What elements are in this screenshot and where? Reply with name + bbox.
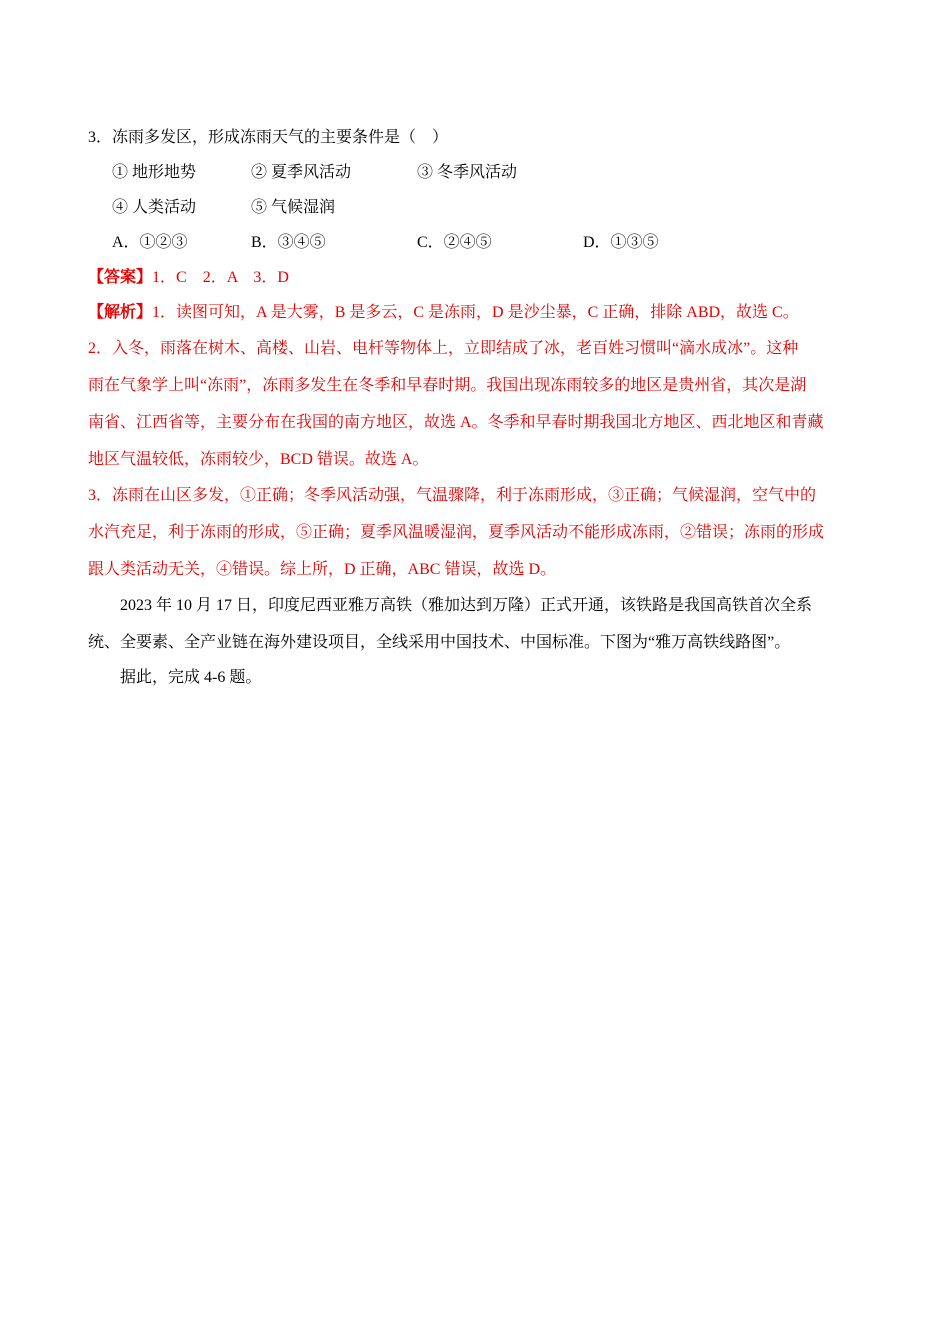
analysis-item-1: 1．读图可知，A 是大雾，B 是多云，C 是冻雨，D 是沙尘暴，C 正确，排除 ABD，故选 C。 [152,304,799,321]
analysis-label: 【解析】 [88,304,153,321]
question-3-choice-b: B．③④⑤ [251,234,326,251]
question-3-item-5: ⑤ 气候湿润 [251,199,336,216]
answer-label: 【答案】 [88,269,153,286]
passage-line-2: 统、全要素、全产业链在海外建设项目，全线采用中国技术、中国标准。下图为“雅万高铁线路图”。 [88,634,791,651]
analysis-item-2-line-3: 南省、江西省等，主要分布在我国的南方地区，故选 A。冬季和早春时期我国北方地区、西北地区和青藏 [88,414,824,431]
analysis-item-3-line-1: 3．冻雨在山区多发，①正确；冬季风活动强，气温骤降，利于冻雨形成，③正确；气候湿润，空气中的 [88,487,817,504]
question-3-item-4: ④ 人类活动 [112,199,197,216]
answer-line [88,267,289,289]
question-3-item-2: ② 夏季风活动 [251,164,352,181]
question-3-choice-a: A．①②③ [112,234,188,251]
question-3-item-3: ③ 冬季风活动 [417,164,518,181]
question-3-stem: 3．冻雨多发区，形成冻雨天气的主要条件是（ ） [88,129,449,146]
question-3-choice-c: C．②④⑤ [417,234,492,251]
analysis-item-2-line-1: 2．入冬，雨落在树木、高楼、山岩、电杆等物体上，立即结成了冰，老百姓习惯叫“滴水成冰”。这种 [88,340,799,357]
question-3-choice-d: D．①③⑤ [583,234,659,251]
question-3-item-1: ① 地形地势 [112,164,197,181]
analysis-item-3-line-2: 水汽充足，利于冻雨的形成，⑤正确；夏季风温暖湿润，夏季风活动不能形成冻雨，②错误；冻雨的形成 [88,524,825,541]
analysis-line-1 [88,302,799,324]
analysis-item-3-line-3: 跟人类活动无关，④错误。综上所，D 正确，ABC 错误，故选 D。 [88,561,557,578]
answer-text: 1．C 2．A 3．D [152,269,289,286]
passage-instruction: 据此，完成 4-6 题。 [120,669,262,686]
passage-line-1: 2023 年 10 月 17 日，印度尼西亚雅万高铁（雅加达到万隆）正式开通，该铁路是我国高铁首次全系 [120,597,813,614]
analysis-item-2-line-2: 雨在气象学上叫“冻雨”，冻雨多发生在冬季和早春时期。我国出现冻雨较多的地区是贵州省，其次是湖 [88,377,807,394]
analysis-item-2-line-4: 地区气温较低，冻雨较少，BCD 错误。故选 A。 [88,451,429,468]
